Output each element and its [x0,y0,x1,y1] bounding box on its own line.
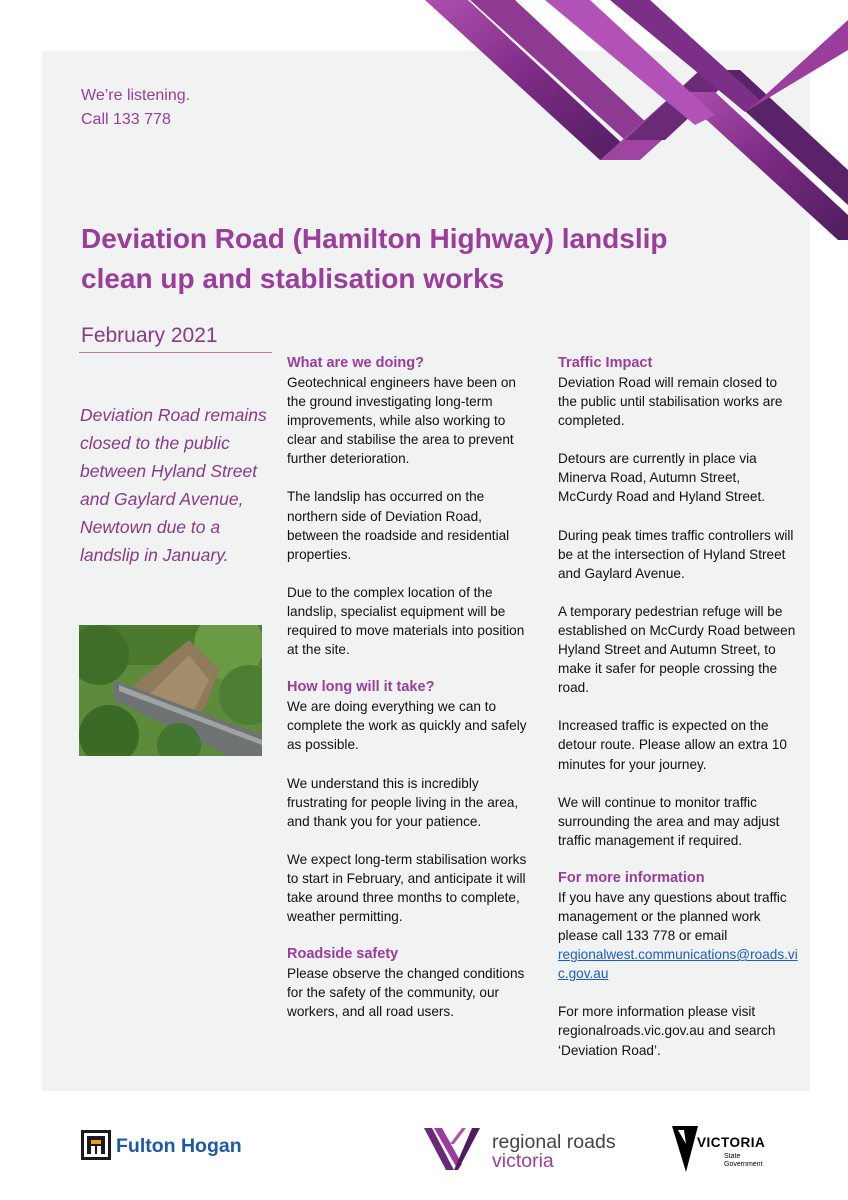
fulton-hogan-wordmark: Fulton Hogan [116,1135,242,1157]
paragraph: We are doing everything we can to complete the work as quickly and safely as possible. [287,699,527,753]
landslip-photo [79,625,262,756]
paragraph: Increased traffic is expected on the detour route. Please allow an extra 10 minutes for your journey. [558,718,787,772]
heading-traffic-impact: Traffic Impact [558,355,653,371]
intro-summary: Deviation Road remains closed to the public between Hyland Street and Gaylard Avenue, Newtown due to a landslip in January. [80,405,267,565]
heading-how-long: How long will it take? [287,679,435,696]
state-government-label: State Government [724,1153,763,1168]
paragraph: For more information please visit regionalroads.vic.gov.au and search ‘Deviation Road’. [558,1004,776,1058]
tagline-listening: We’re listening. [81,87,191,104]
paragraph: We expect long-term stabilisation works to start in February, and anticipate it will take around three months to complete, weather permitting. [287,851,527,925]
paragraph: During peak times traffic controllers will be at the intersection of Hyland Street and Gaylard Avenue. [558,527,794,581]
paragraph: A temporary pedestrian refuge will be established on McCurdy Road between Hyland Street and Autumn Street, to make it safer for people crossing the road. [558,603,796,696]
paragraph: Geotechnical engineers have been on the ground investigating long-term improvements, while also working to clear and stabilise the area to prevent further deterioration. [287,375,516,467]
page-title [81,219,781,299]
heading-more-information: For more information [558,869,705,886]
paragraph: Deviation Road will remain closed to the public until stabilisation works are completed. [558,375,783,429]
rrv-line-2: victoria [492,1150,554,1172]
date-divider [79,352,272,353]
contact-text: If you have any questions about traffic management or the planned work please call 133 778 or email [558,889,787,944]
title-line-2: clean up and stablisation works [81,263,505,294]
tagline-phone: Call 133 778 [81,111,171,128]
victoria-wordmark: VICTORIA [697,1135,766,1150]
paragraph: We understand this is incredibly frustrating for people living in the area, and thank you for your patience. [287,775,519,829]
paragraph: Due to the complex location of the landslip, specialist equipment will be required to move materials into position at the site. [287,584,525,658]
paragraph [558,888,798,983]
publication-date: February 2021 [81,324,218,347]
paragraph: Please observe the changed conditions for the safety of the community, our workers, and all road users. [287,966,525,1020]
heading-roadside-safety: Roadside safety [287,946,399,963]
paragraph: Detours are currently in place via Minerva Road, Autumn Street, McCurdy Road and Hyland Street. [558,451,766,505]
contact-tagline [81,84,190,132]
column-right [558,354,798,1060]
regional-roads-victoria-logo [424,1124,480,1174]
regional-roads-victoria-wordmark [492,1133,616,1171]
email-link[interactable]: regionalwest.communications@roads.vic.gov.au [558,947,798,982]
paragraph: We will continue to monitor traffic surrounding the area and may adjust traffic management if required. [558,794,780,848]
title-line-1: Deviation Road (Hamilton Highway) landslip [81,223,668,254]
rrv-line-1: regional roads [492,1131,616,1153]
paragraph: The landslip has occurred on the northern side of Deviation Road, between the roadside and residential properties. [287,489,510,562]
heading-what-are-we-doing: What are we doing? [287,355,424,371]
column-left [287,354,537,1021]
